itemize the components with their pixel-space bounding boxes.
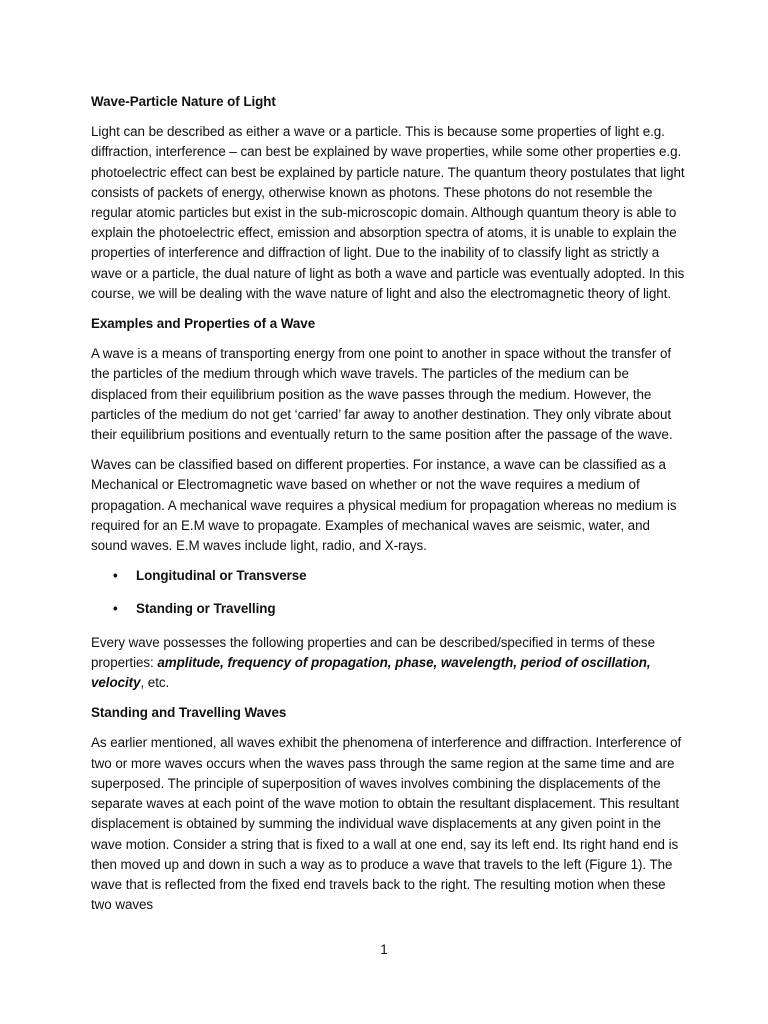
list-item	[91, 566, 687, 586]
bullet-icon: •	[113, 568, 118, 584]
paragraph-wave-properties	[91, 633, 687, 694]
document-body	[91, 92, 687, 925]
paragraph-standing-waves: As earlier mentioned, all waves exhibit the phenomena of interference and diffraction. Interference of two or more waves occurs when the waves pass through the same region at the same time and are superposed. The principle of superposition of waves involves combining the displacements of the separate waves at each point of the wave motion to obtain the resultant displacement. This resultant displacement is obtained by summing the individual wave displacements at any given point in the wave motion. Consider a string that is fixed to a wall at one end, say its left end. Its right hand end is then moved up and down in such a way as to produce a wave that travels to the left (Figure 1). The wave that is reflected from the fixed end travels back to the right. The resulting motion when these two waves	[91, 735, 682, 913]
list-item-label: Standing or Travelling	[136, 601, 276, 617]
section-heading-examples: Examples and Properties of a Wave	[91, 316, 316, 332]
section-heading-standing: Standing and Travelling Waves	[91, 705, 287, 721]
classification-list	[91, 566, 687, 619]
properties-end: , etc.	[140, 675, 170, 691]
list-item	[91, 599, 687, 619]
paragraph-wave-definition: A wave is a means of transporting energy from one point to another in space without the transfer of the particles of the medium through which wave travels. The particles of the medium can be displaced from their equilibrium position as the wave passes through the medium. However, the particles of the medium do not get ‘carried’ far away to another destination. They only vibrate about their equilibrium positions and eventually return to the same position after the passage of the wave.	[91, 346, 673, 443]
page-number: 1	[380, 942, 388, 957]
section-heading-wave-particle: Wave-Particle Nature of Light	[91, 94, 276, 109]
properties-intro: Every wave possesses the following properties and can be described/specified in terms of these properties:	[91, 634, 655, 670]
list-item-label: Longitudinal or Transverse	[136, 568, 307, 584]
bullet-icon: •	[113, 601, 118, 617]
paragraph-wave-particle: Light can be described as either a wave or a particle. This is because some properties of light e.g. diffraction, interference – can best be explained by wave properties, while some other properties e.g. photoelectric effect can best be explained by particle nature. The quantum theory postulates that light consists of packets of energy, otherwise known as photons. These photons do not resemble the regular atomic particles but exist in the sub-microscopic domain. Although quantum theory is able to explain the photoelectric effect, emission and absorption spectra of atoms, it is unable to explain the properties of interference and diffraction of light. Due to the inability of to classify light as strictly a wave or a particle, the dual nature of light as both a wave and particle was eventually adopted. In this course, we will be dealing with the wave nature of light and also the electromagnetic theory of light.	[91, 124, 685, 301]
properties-list: amplitude, frequency of propagation, phase, wavelength, period of oscillation, velocity	[91, 654, 651, 691]
paragraph-wave-classification: Waves can be classified based on different properties. For instance, a wave can be classified as a Mechanical or Electromagnetic wave based on whether or not the wave requires a medium of propagation. A mechanical wave requires a physical medium for propagation whereas no medium is required for an E.M wave to propagate. Examples of mechanical waves are seismic, water, and sound waves. E.M waves include light, radio, and X-rays.	[91, 457, 677, 554]
